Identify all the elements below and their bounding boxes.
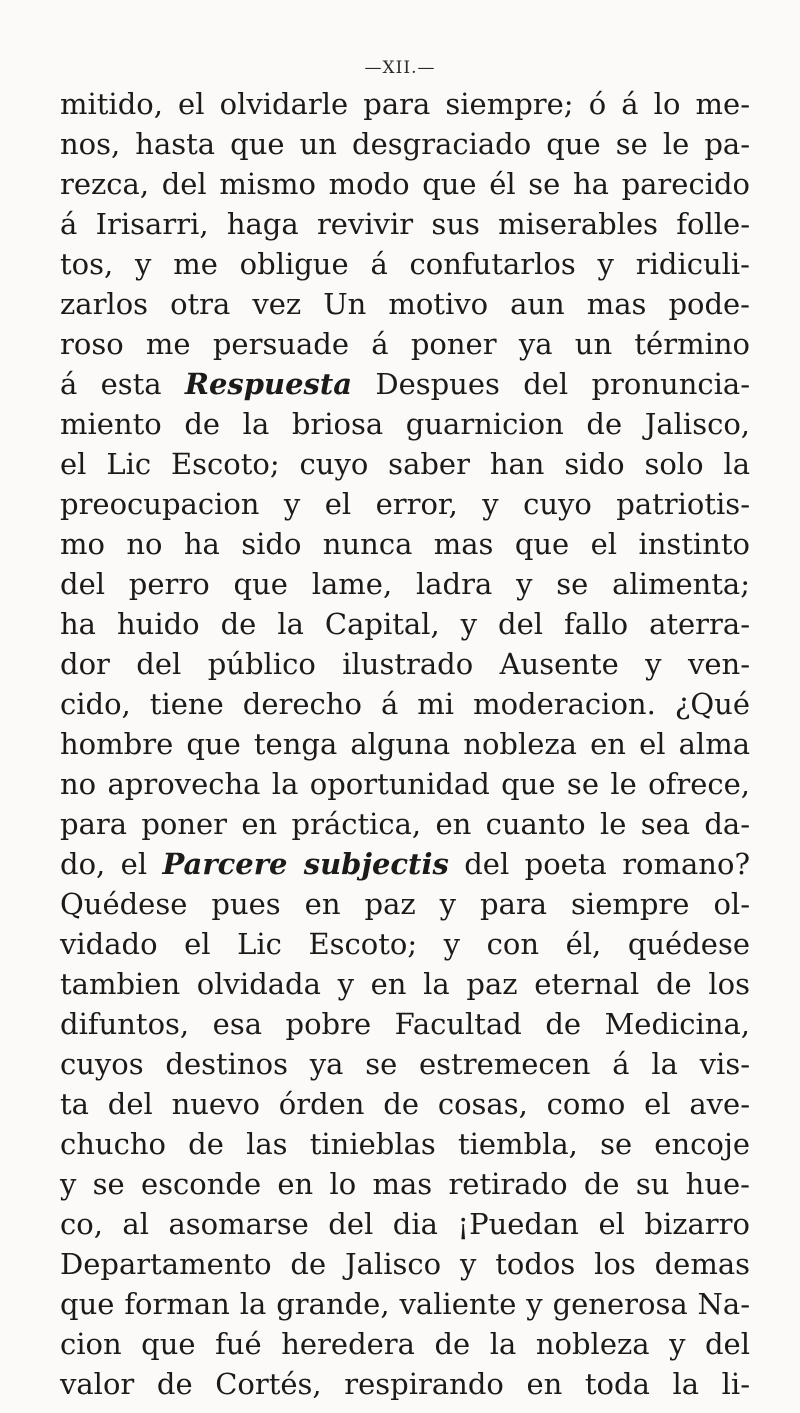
text-line-31: que forman la grande, valiente y generosa Na-	[60, 1287, 750, 1321]
text-segment: del poeta romano?	[448, 847, 750, 881]
text-line-29: co, al asomarse del dia ¡Puedan el bizarro	[60, 1207, 750, 1241]
text-line-21: Quédese pues en paz y para siempre ol-	[60, 887, 750, 921]
text-line-30: Departamento de Jalisco y todos los demas	[60, 1247, 750, 1281]
text-line-10: el Lic Escoto; cuyo saber han sido solo la	[60, 447, 750, 481]
title-respuesta: Respuesta	[184, 367, 353, 401]
page-header: —XII.—	[364, 58, 436, 78]
text-line-11: preocupacion y el error, y cuyo patriotis-	[60, 487, 750, 521]
text-line-15: dor del público ilustrado Ausente y ven-	[60, 647, 750, 681]
text-line-1: mitido, el olvidarle para siempre; ó á lo me-	[60, 87, 750, 121]
text-line-28: y se esconde en lo mas retirado de su hue-	[60, 1167, 750, 1201]
text-line-20	[60, 844, 750, 884]
text-line-3: rezca, del mismo modo que él se ha parecido	[60, 167, 750, 201]
text-segment: do, el	[60, 847, 163, 881]
text-line-19: para poner en práctica, en cuanto le sea da-	[60, 807, 750, 841]
text-line-26: ta del nuevo órden de cosas, como el ave-	[60, 1087, 750, 1121]
text-line-4: á Irisarri, haga revivir sus miserables folle-	[60, 207, 750, 241]
text-line-6: zarlos otra vez Un motivo aun mas pode-	[60, 287, 750, 321]
text-line-24: difuntos, esa pobre Facultad de Medicina,	[60, 1007, 750, 1041]
text-line-2: nos, hasta que un desgraciado que se le pa-	[60, 127, 750, 161]
text-line-33: valor de Cortés, respirando en toda la li-	[60, 1367, 750, 1401]
text-line-25: cuyos destinos ya se estremecen á la vis-	[60, 1047, 750, 1081]
text-line-9: miento de la briosa guarnicion de Jalisco,	[60, 407, 750, 441]
text-line-12: mo no ha sido nunca mas que el instinto	[60, 527, 750, 561]
text-line-14: ha huido de la Capital, y del fallo aterra-	[60, 607, 750, 641]
latin-quote: Parcere subjectis	[162, 847, 449, 881]
text-line-7: roso me persuade á poner ya un término	[60, 327, 750, 361]
text-line-5: tos, y me obligue á confutarlos y ridiculi-	[60, 247, 750, 281]
text-line-18: no aprovecha la oportunidad que se le ofrece,	[60, 767, 750, 801]
text-segment: Despues del pronuncia-	[352, 367, 750, 401]
text-line-32: cion que fué heredera de la nobleza y del	[60, 1327, 750, 1361]
text-line-13: del perro que lame, ladra y se alimenta;	[60, 567, 750, 601]
text-line-8	[60, 364, 750, 404]
text-segment: á esta	[60, 367, 185, 401]
text-line-17: hombre que tenga alguna nobleza en el alma	[60, 727, 750, 761]
text-line-23: tambien olvidada y en la paz eternal de los	[60, 967, 750, 1001]
text-line-22: vidado el Lic Escoto; y con él, quédese	[60, 927, 750, 961]
text-line-27: chucho de las tinieblas tiembla, se encoje	[60, 1127, 750, 1161]
text-line-16: cido, tiene derecho á mi moderacion. ¿Qué	[60, 687, 750, 721]
